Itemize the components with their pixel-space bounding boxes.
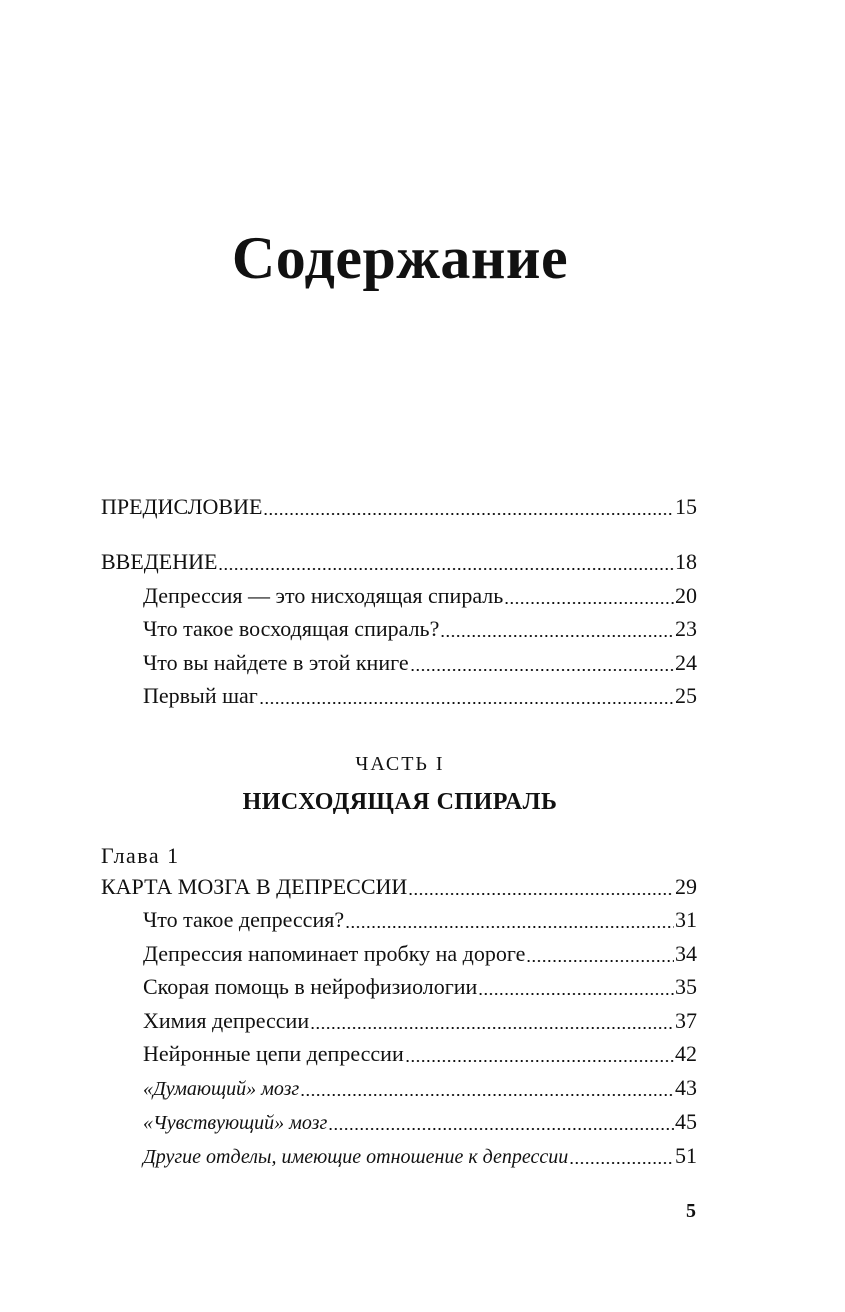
toc-entry-label: ВВЕДЕНИЕ bbox=[101, 549, 218, 574]
dot-leader bbox=[328, 1111, 674, 1131]
dot-leader bbox=[345, 909, 674, 929]
page-number: 5 bbox=[686, 1200, 696, 1222]
dot-leader bbox=[310, 1010, 674, 1030]
toc-subentry[interactable] bbox=[143, 613, 697, 645]
toc-chapter-title[interactable] bbox=[101, 871, 697, 903]
toc-subentry[interactable] bbox=[143, 904, 697, 936]
toc-subentry[interactable] bbox=[143, 580, 697, 612]
toc-entry-page: 51 bbox=[675, 1143, 697, 1168]
dot-leader bbox=[410, 652, 674, 672]
part-label: ЧАСТЬ I bbox=[355, 753, 445, 775]
toc-subsubentry[interactable] bbox=[143, 1140, 697, 1172]
toc-entry-label: ПРЕДИСЛОВИЕ bbox=[101, 494, 263, 519]
toc-entry-label: Другие отделы, имеющие отношение к депрессии bbox=[143, 1146, 569, 1168]
toc-entry-label: Первый шаг bbox=[143, 683, 258, 708]
toc-subentry[interactable] bbox=[143, 1005, 697, 1037]
toc-entry-label: «Чувствующий» мозг bbox=[143, 1112, 328, 1134]
toc-entry-page: 29 bbox=[675, 874, 697, 899]
toc-entry-page: 43 bbox=[675, 1075, 697, 1100]
toc-subsubentry[interactable] bbox=[143, 1106, 697, 1138]
toc-entry-page: 25 bbox=[675, 683, 697, 708]
toc-entry-label: Что вы найдете в этой книге bbox=[143, 650, 409, 675]
dot-leader bbox=[408, 876, 674, 896]
dot-leader bbox=[504, 585, 674, 605]
toc-entry-page: 42 bbox=[675, 1041, 697, 1066]
dot-leader bbox=[263, 496, 674, 516]
toc-entry-label: Депрессия напоминает пробку на дороге bbox=[143, 941, 526, 966]
toc-entry-page: 45 bbox=[675, 1109, 697, 1134]
toc-entry-introduction[interactable] bbox=[101, 546, 697, 578]
toc-subentry[interactable] bbox=[143, 971, 697, 1003]
dot-leader bbox=[440, 618, 674, 638]
toc-entry-label: Депрессия — это нисходящая спираль bbox=[143, 583, 504, 608]
dot-leader bbox=[300, 1077, 674, 1097]
toc-entry-page: 15 bbox=[675, 494, 697, 519]
toc-entry-label: «Думающий» мозг bbox=[143, 1078, 300, 1100]
toc-entry-label: Химия депрессии bbox=[143, 1008, 310, 1033]
page-title: Содержание bbox=[231, 225, 569, 291]
toc-entry-page: 31 bbox=[675, 907, 697, 932]
toc-entry-page: 24 bbox=[675, 650, 697, 675]
dot-leader bbox=[526, 943, 674, 963]
dot-leader bbox=[218, 551, 674, 571]
toc-subentry[interactable] bbox=[143, 1038, 697, 1070]
dot-leader bbox=[405, 1043, 674, 1063]
toc-entry-page: 34 bbox=[675, 941, 697, 966]
toc-entry-label: КАРТА МОЗГА В ДЕПРЕССИИ bbox=[101, 874, 408, 899]
dot-leader bbox=[569, 1145, 674, 1165]
part-title: НИСХОДЯЩАЯ СПИРАЛЬ bbox=[242, 789, 558, 815]
toc-entry-page: 37 bbox=[675, 1008, 697, 1033]
toc-entry-page: 23 bbox=[675, 616, 697, 641]
dot-leader bbox=[259, 685, 674, 705]
toc-entry-label: Нейронные цепи депрессии bbox=[143, 1041, 404, 1066]
toc-subentry[interactable] bbox=[143, 938, 697, 970]
dot-leader bbox=[478, 976, 674, 996]
toc-subentry[interactable] bbox=[143, 680, 697, 712]
toc-entry-label: Что такое восходящая спираль? bbox=[143, 616, 440, 641]
toc-entry-preface[interactable] bbox=[101, 491, 697, 523]
chapter-label: Глава 1 bbox=[101, 843, 180, 868]
toc-subentry[interactable] bbox=[143, 647, 697, 679]
toc-entry-page: 18 bbox=[675, 549, 697, 574]
toc-entry-label: Что такое депрессия? bbox=[143, 907, 345, 932]
toc-entry-page: 20 bbox=[675, 583, 697, 608]
toc-subsubentry[interactable] bbox=[143, 1072, 697, 1104]
toc-entry-label: Скорая помощь в нейрофизиологии bbox=[143, 974, 478, 999]
toc-entry-page: 35 bbox=[675, 974, 697, 999]
